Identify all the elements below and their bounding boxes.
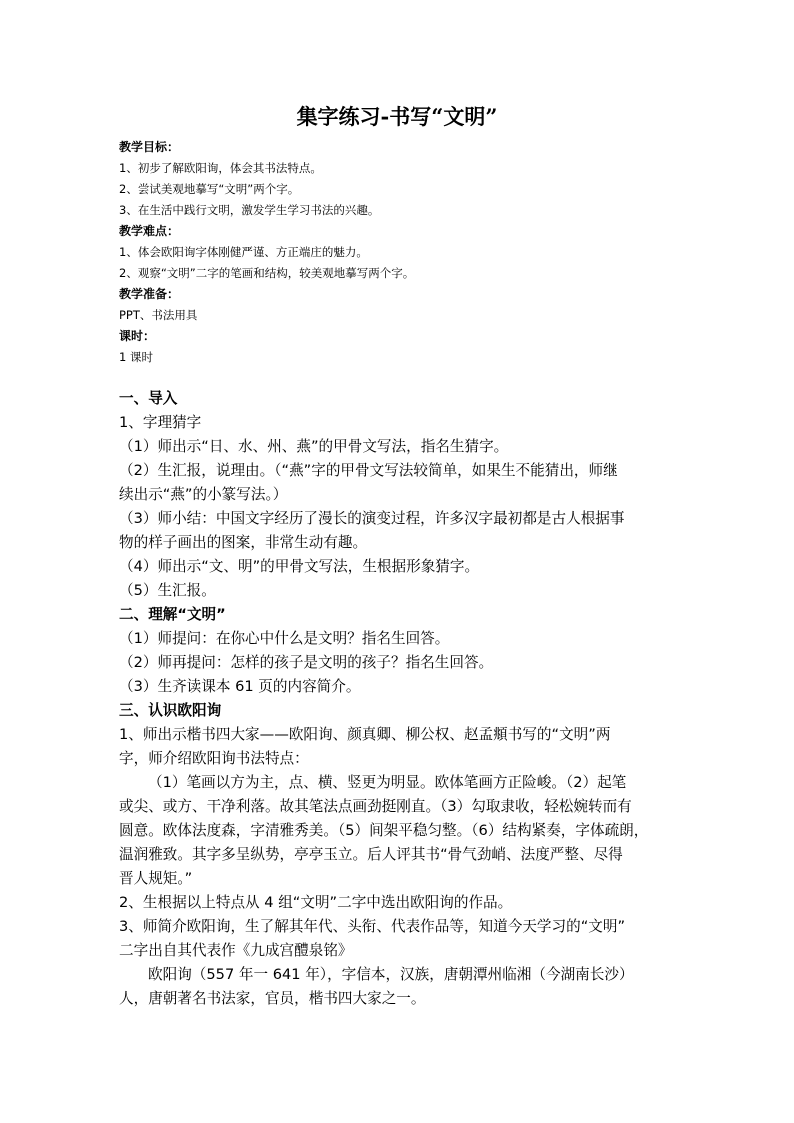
section-heading-ouyang: 三、认识欧阳询: [119, 702, 222, 719]
body-line: 欧阳询（557 年一 641 年），字信本，汉族，唐朝潭州临湘（今湖南长沙）: [148, 966, 634, 983]
body-line: （3）生齐读课本 61 页的内容简介。: [119, 678, 361, 695]
body-line: 物的样子画出的图案，非常生动有趣。: [119, 534, 368, 551]
body-line: （5）生汇报。: [119, 582, 216, 599]
difficulty-heading: 教学难点：: [119, 224, 180, 238]
hours-heading: 课时：: [119, 329, 156, 343]
body-line: （2）生汇报，说理由。（“燕”字的甲骨文写法较简单，如果生不能猜出，师继: [119, 462, 618, 479]
difficulty-item: 1、体会欧阳询字体刚健严谨、方正端庄的魅力。: [119, 245, 368, 259]
body-line: （3）师小结：中国文字经历了漫长的演变过程，许多汉字最初都是古人根据事: [119, 510, 625, 527]
section-subheading: 1、字理猜字: [119, 414, 202, 431]
prep-text: PPT、书法用具: [119, 308, 198, 322]
body-line: 晋人规矩。”: [119, 870, 193, 887]
body-line: 3、师简介欧阳询，生了解其年代、头衔、代表作品等，知道今天学习的“文明”: [119, 918, 626, 935]
goal-item: 1、初步了解欧阳询，体会其书法特点。: [119, 161, 322, 175]
body-line: 2、生根据以上特点从 4 组“文明”二字中选出欧阳询的作品。: [119, 894, 513, 911]
section-heading-intro: 一、导入: [119, 390, 178, 407]
body-line: （1）师提问：在你心中什么是文明？指名生回答。: [119, 630, 450, 647]
body-line: 人，唐朝著名书法家，官员，楷书四大家之一。: [119, 990, 426, 1007]
body-line: （1）师出示“日、水、州、燕”的甲骨文写法，指名生猜字。: [119, 438, 509, 455]
goals-heading: 教学目标：: [119, 140, 180, 154]
prep-heading: 教学准备：: [119, 287, 180, 301]
body-line: 或尖、或方、干净利落。故其笔法点画劲挺刚直。（3）勾取隶收，轻松婉转而有: [119, 798, 632, 815]
difficulty-item: 2、观察“文明”二字的笔画和结构，较美观地摹写两个字。: [119, 266, 415, 280]
goal-item: 2、尝试美观地摹写“文明”两个字。: [119, 182, 300, 196]
section-heading-understand: 二、理解“文明”: [119, 606, 226, 623]
goal-item: 3、在生活中践行文明，激发学生学习书法的兴趣。: [119, 203, 380, 217]
body-line: 温润雅致。其字多呈纵势，亭亭玉立。后人评其书“骨气劲峭、法度严整、尽得: [119, 846, 623, 863]
body-line: 字，师介绍欧阳询书法特点：: [119, 750, 309, 767]
body-line: 圆意。欧体法度森，字清雅秀美。（5）间架平稳匀整。（6）结构紧奏，字体疏朗，: [119, 822, 649, 839]
body-line: 1、师出示楷书四大家——欧阳询、颜真卿、柳公权、赵孟頫书写的“文明”两: [119, 726, 611, 743]
body-line: 二字出自其代表作《九成宫醴泉铭》: [119, 942, 353, 959]
body-line: （1）笔画以方为主，点、横、竖更为明显。欧体笔画方正险峻。（2）起笔: [148, 774, 627, 791]
body-line: 续出示“燕”的小篆写法。）: [119, 486, 288, 503]
body-line: （2）师再提问：怎样的孩子是文明的孩子？指名生回答。: [119, 654, 494, 671]
body-line: （4）师出示“文、明”的甲骨文写法，生根据形象猜字。: [119, 558, 480, 575]
hours-text: 1 课时: [119, 350, 153, 364]
document-title: 集字练习-书写“文明”: [296, 104, 498, 129]
